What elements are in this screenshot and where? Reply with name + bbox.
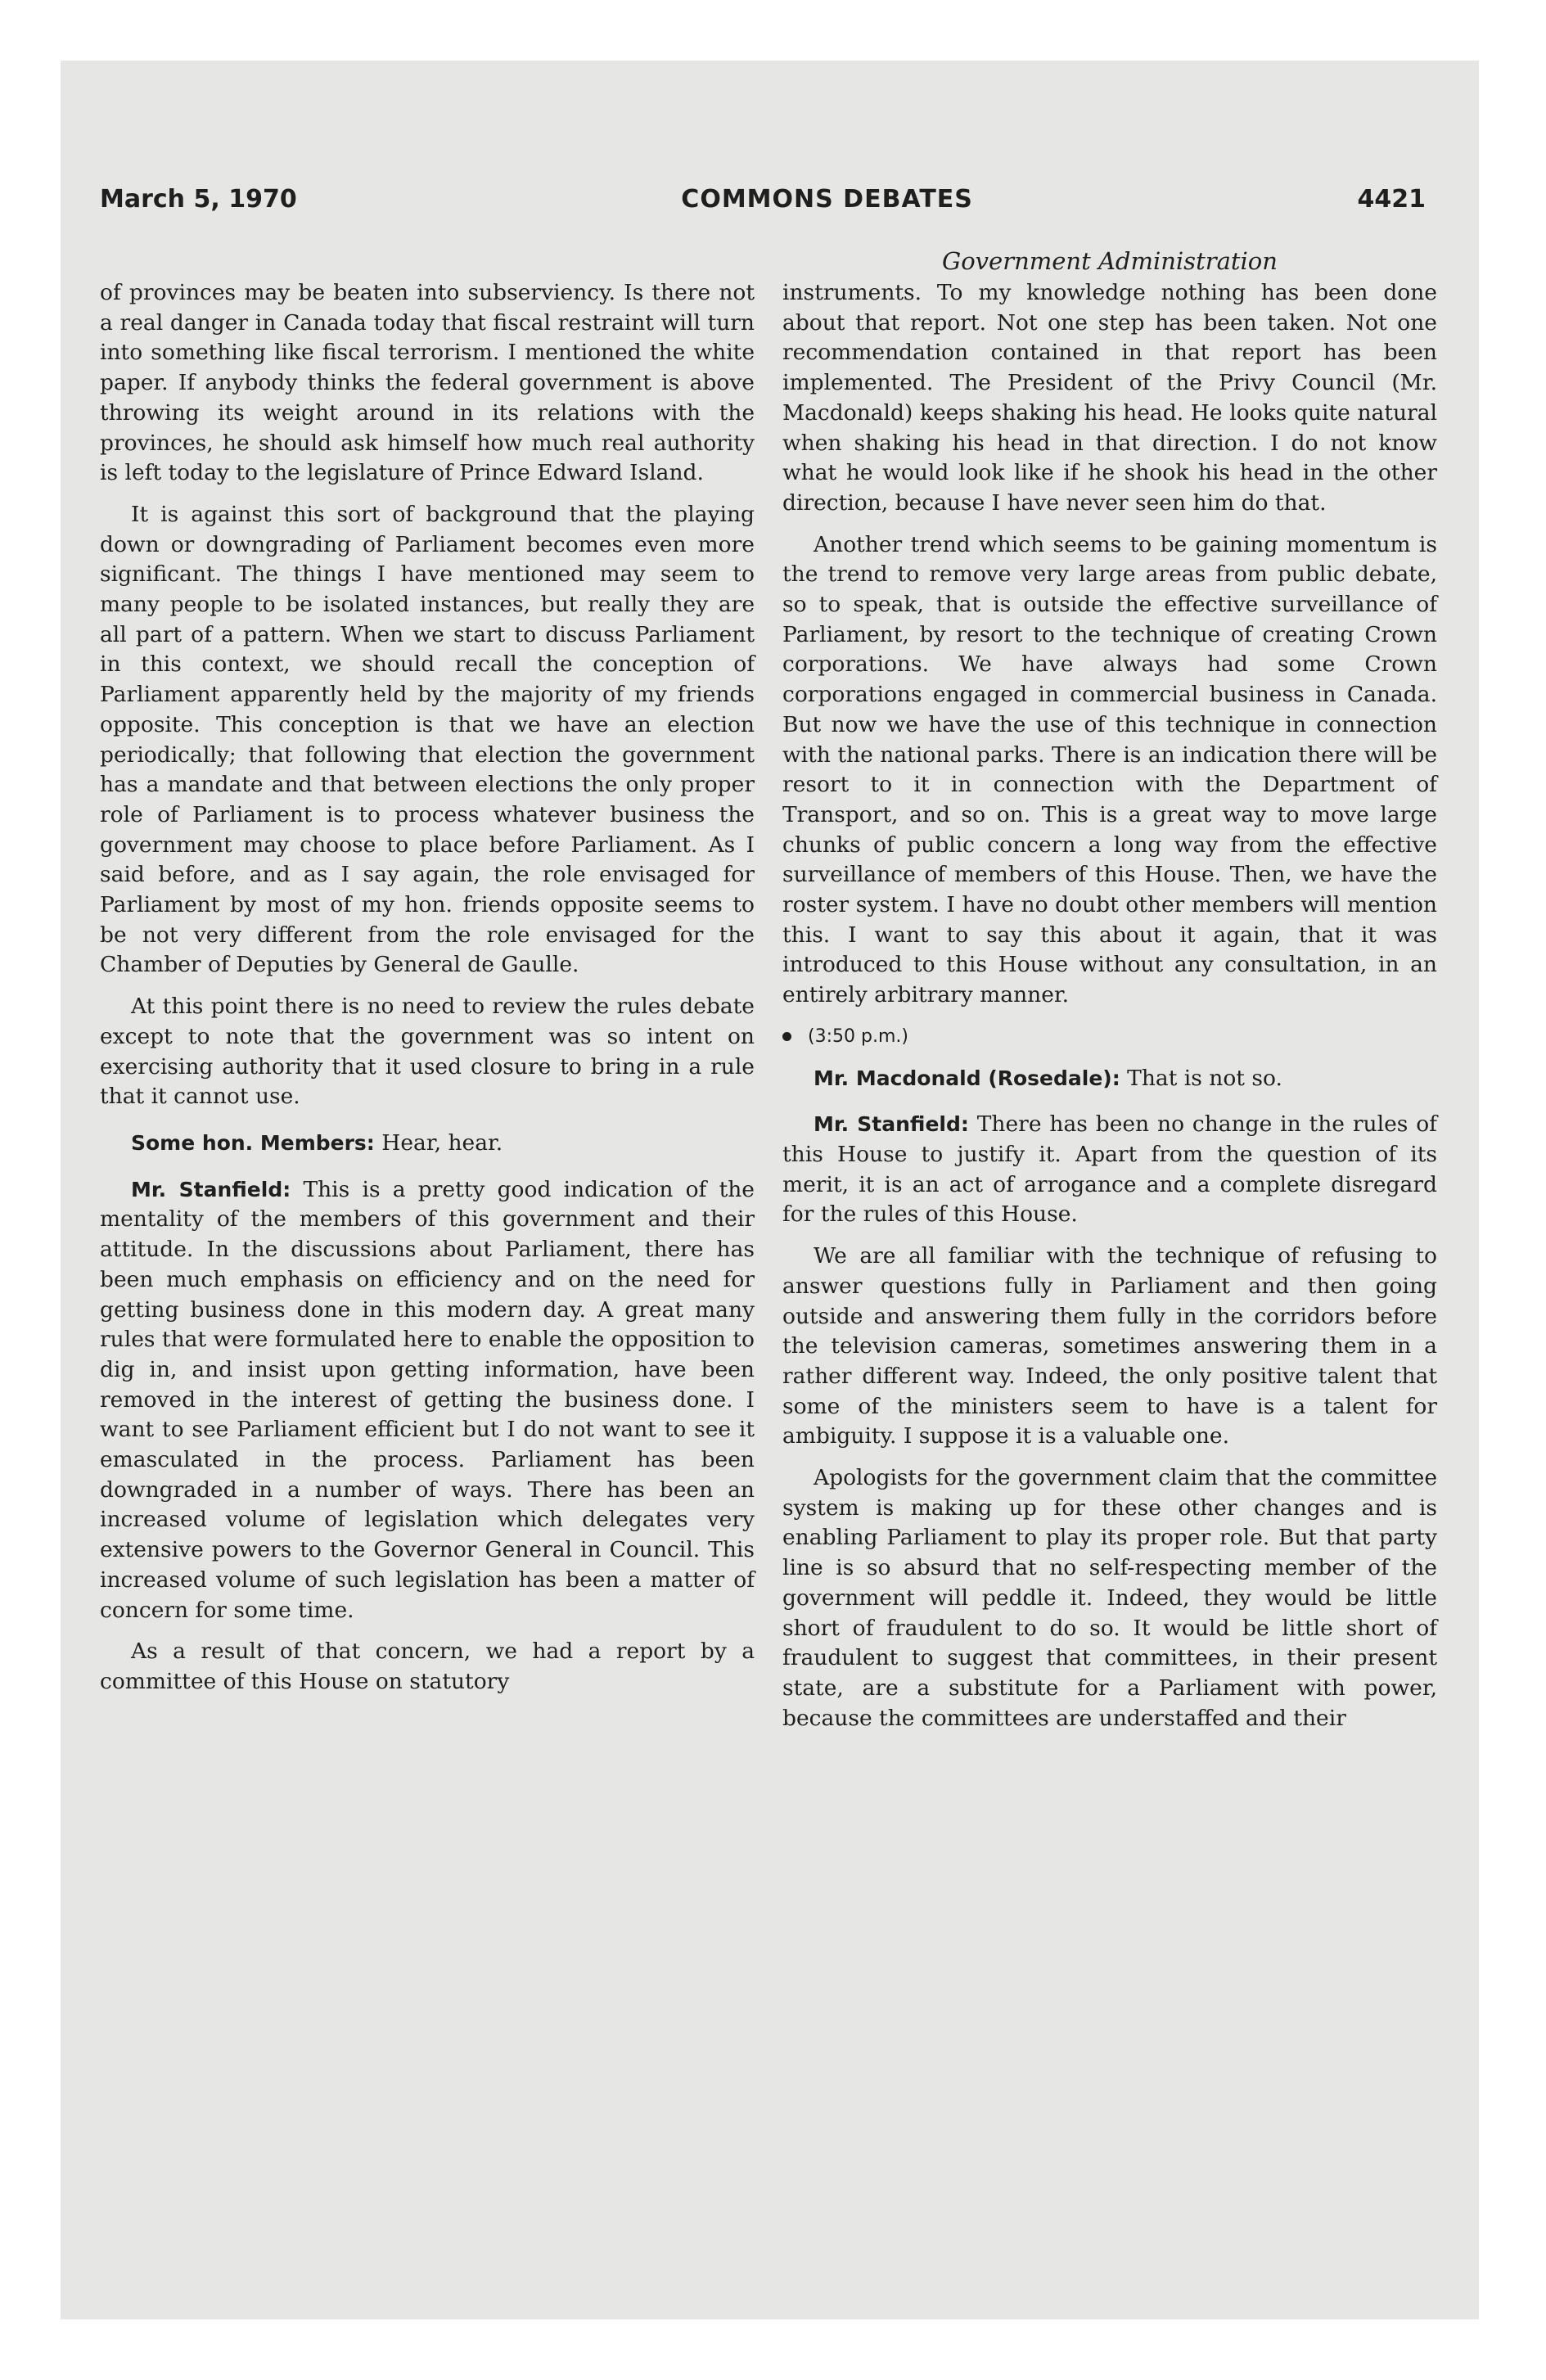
paragraph xyxy=(100,992,755,1112)
timestamp-text: (3:50 p.m.) xyxy=(808,1025,908,1047)
header-page-number: 4421 xyxy=(1357,185,1426,214)
document-page xyxy=(100,185,1437,1731)
paragraph-text: As a result of that concern, we had a report by a committee of this House on statutory xyxy=(100,1639,755,1694)
paragraph xyxy=(782,530,1437,1011)
right-column-part-2 xyxy=(782,1064,1437,1734)
paragraph xyxy=(782,1110,1437,1230)
paragraph xyxy=(100,500,755,980)
paragraph xyxy=(100,1129,755,1159)
paragraph xyxy=(100,1637,755,1697)
section-title: Government Administration xyxy=(942,247,1278,275)
speaker-name: Mr. Stanfield: xyxy=(814,1112,969,1137)
paragraph xyxy=(100,1175,755,1626)
paragraph-text: Another trend which seems to be gaining momentum is the trend to remove very large areas from public debate, so to speak, that is outside the effective surveillance of Parliament, by resort to the technique of creating Crown corporations. We have always had some Crown corporations engaged in commercial business in Canada. But now we have the use of this technique in connection with the national parks. There is an indication there will be resort to it in connection with the Department of Transport, and so on. This is a great way to move large chunks of public concern a long way from the effective surveillance of members of this House. Then, we have the roster system. I have no doubt other members will mention this. I want to say this about it again, that it was introduced to this House without any consultation, in an entirely arbitrary manner. xyxy=(782,531,1437,1008)
paragraph-text: instruments. To my knowledge nothing has been done about that report. Not one step has been taken. Not one recommendation contained in that report has been implemented. The President of the Privy Council (Mr. Macdonald) keeps shaking his head. He looks quite natural when shaking his head in that direction. I do not know what he would look like if he shook his head in the other direction, because I have never seen him do that. xyxy=(782,280,1437,516)
paragraph xyxy=(782,278,1437,519)
paragraph xyxy=(782,1242,1437,1452)
paragraph-text: This is a pretty good indication of the mentality of the members of this government and their attitude. In the discussions about Parliament, there has been much emphasis on efficiency and on the need for getting business done in this modern day. A great many rules that were formulated here to enable the opposition to dig in, and insist upon getting information, have been removed in the interest of getting the business done. I want to see Parliament efficient but I do not want to see it emasculated in the process. Parliament has been downgraded in a number of ways. There has been an increased volume of legislation which delegates very extensive powers to the Governor General in Council. This increased volume of such legislation has been a matter of concern for some time. xyxy=(100,1176,755,1623)
paragraph xyxy=(782,1463,1437,1733)
paragraph-text: That is not so. xyxy=(1127,1065,1282,1091)
paragraph-text: It is against this sort of background that the playing down or downgrading of Parliament becomes even more significant. The things I have mentioned may seem to many people to be isolated instances, but really they are all part of a pattern. When we start to discuss Parliament in this context, we should recall the conception of Parliament apparently held by the majority of my friends opposite. This conception is that we have an election periodically; that following that election the government has a mandate and that between elections the only proper role of Parliament is to process whatever business the government may choose to place before Parliament. As I said before, and as I say again, the role envisaged for Parliament by most of my hon. friends opposite seems to be not very different from the role envisaged for the Chamber of Deputies by General de Gaulle. xyxy=(100,501,755,978)
speaker-name: Some hon. Members: xyxy=(131,1130,375,1155)
paragraph-text: At this point there is no need to review the rules debate except to note that the government was so intent on exercising authority that it used closure to bring in a rule that it cannot use. xyxy=(100,994,755,1110)
paragraph xyxy=(100,278,755,489)
timestamp xyxy=(782,1022,1437,1053)
left-column xyxy=(100,278,755,1709)
header-date: March 5, 1970 xyxy=(100,185,297,214)
header-title: COMMONS DEBATES xyxy=(681,185,973,214)
paragraph-text: Apologists for the government claim that the committee system is making up for these other changes and is enabling Parliament to play its proper role. But that party line is so absurd that no self-respecting member of the government will peddle it. Indeed, they would be little short of fraudulent to do so. It would be little short of fraudulent to suggest that committees, in their present state, are a substitute for a Parliament with power, because the committees are understaffed and their xyxy=(782,1465,1437,1731)
right-column-part-1 xyxy=(782,278,1437,1011)
paragraph-text: We are all familiar with the technique of refusing to answer questions fully in Parliament and then going outside and answering them fully in the corridors before the television cameras, sometimes answering them in a rather different way. Indeed, the only positive talent that some of the ministers seem to have is a talent for ambiguity. I suppose it is a valuable one. xyxy=(782,1243,1437,1449)
speaker-name: Mr. Stanfield: xyxy=(131,1177,291,1201)
paragraph-text: Hear, hear. xyxy=(381,1129,503,1156)
paragraph-text: There has been no change in the rules of this House to justify it. Apart from the question of its merit, it is an act of arrogance and a complete disregard for the rules of this House. xyxy=(782,1111,1437,1228)
right-column xyxy=(782,244,1437,1745)
paragraph xyxy=(782,1064,1437,1094)
running-head xyxy=(100,185,1426,214)
bullet-icon xyxy=(782,1032,791,1041)
paragraph-text: of provinces may be beaten into subserviency. Is there not a real danger in Canada today that fiscal restraint will turn into something like fiscal terrorism. I mentioned the white paper. If anybody thinks the federal government is above throwing its weight around in its relations with the provinces, he should ask himself how much real authority is left today to the legislature of Prince Edward Island. xyxy=(100,280,755,486)
speaker-name: Mr. Macdonald (Rosedale): xyxy=(814,1066,1120,1090)
